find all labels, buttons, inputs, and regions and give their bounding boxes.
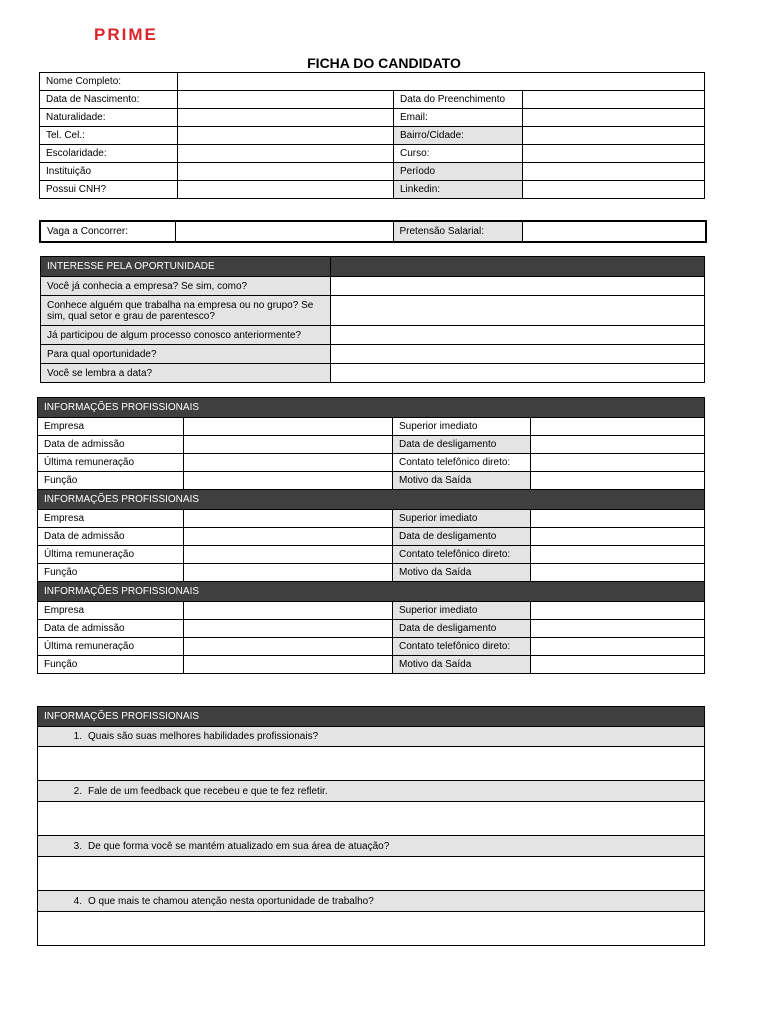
- label-cnh: Possui CNH?: [40, 181, 178, 199]
- table-row: [40, 145, 705, 163]
- interest-question: Já participou de algum processo conosco anteriormente?: [41, 326, 331, 345]
- cnh-field[interactable]: [178, 181, 394, 199]
- question-label: [38, 836, 705, 857]
- phone-field[interactable]: [178, 127, 394, 145]
- question-number: 4.: [73, 895, 82, 907]
- salary-expectation-field[interactable]: [522, 221, 706, 242]
- institution-field[interactable]: [178, 163, 394, 181]
- question-number: 2.: [73, 785, 82, 797]
- table-row: [41, 326, 705, 345]
- company-field[interactable]: [184, 602, 393, 620]
- supervisor-field[interactable]: [531, 418, 705, 436]
- label-direct-phone: Contato telefônico direto:: [393, 546, 531, 564]
- birthplace-field[interactable]: [178, 109, 394, 127]
- termination-date-field[interactable]: [531, 528, 705, 546]
- answer-field[interactable]: [38, 912, 705, 946]
- admission-date-field[interactable]: [184, 528, 393, 546]
- interest-question: Você já conhecia a empresa? Se sim, como?: [41, 277, 331, 296]
- label-birth-date: Data de Nascimento:: [40, 91, 178, 109]
- period-field[interactable]: [523, 163, 705, 181]
- role-field[interactable]: [184, 564, 393, 582]
- professional-info-table: [37, 397, 705, 674]
- table-header: [38, 490, 705, 510]
- full-name-field[interactable]: [178, 73, 705, 91]
- interest-answer-field[interactable]: [331, 296, 705, 326]
- supervisor-field[interactable]: [531, 602, 705, 620]
- question-text: De que forma você se mantém atualizado em sua área de atuação?: [88, 840, 390, 852]
- table-row: [40, 163, 705, 181]
- education-field[interactable]: [178, 145, 394, 163]
- label-role: Função: [38, 656, 184, 674]
- label-role: Função: [38, 472, 184, 490]
- direct-phone-field[interactable]: [531, 546, 705, 564]
- interest-header: INTERESSE PELA OPORTUNIDADE: [41, 257, 331, 277]
- table-row: [41, 345, 705, 364]
- exit-reason-field[interactable]: [531, 472, 705, 490]
- label-supervisor: Superior imediato: [393, 418, 531, 436]
- neighborhood-city-field[interactable]: [523, 127, 705, 145]
- label-last-salary: Última remuneração: [38, 454, 184, 472]
- question-row: [38, 836, 705, 857]
- table-header: [38, 398, 705, 418]
- answer-row: [38, 802, 705, 836]
- direct-phone-field[interactable]: [531, 638, 705, 656]
- table-row: [40, 73, 705, 91]
- label-fill-date: Data do Preenchimento: [394, 91, 523, 109]
- table-row: [38, 454, 705, 472]
- interest-question: Conhece alguém que trabalha na empresa ou no grupo? Se sim, qual setor e grau de parentesco?: [41, 296, 331, 326]
- label-supervisor: Superior imediato: [393, 602, 531, 620]
- fill-date-field[interactable]: [523, 91, 705, 109]
- label-termination-date: Data de desligamento: [393, 620, 531, 638]
- table-row: [38, 638, 705, 656]
- admission-date-field[interactable]: [184, 620, 393, 638]
- label-exit-reason: Motivo da Saída: [393, 656, 531, 674]
- label-exit-reason: Motivo da Saída: [393, 564, 531, 582]
- interest-header-blank: [331, 257, 705, 277]
- table-row: [38, 564, 705, 582]
- label-admission-date: Data de admissão: [38, 436, 184, 454]
- table-header: [38, 707, 705, 727]
- table-row: [40, 91, 705, 109]
- label-last-salary: Última remuneração: [38, 546, 184, 564]
- course-field[interactable]: [523, 145, 705, 163]
- label-admission-date: Data de admissão: [38, 528, 184, 546]
- label-company: Empresa: [38, 418, 184, 436]
- answer-row: [38, 747, 705, 781]
- answer-row: [38, 912, 705, 946]
- termination-date-field[interactable]: [531, 436, 705, 454]
- vacancy-table: [39, 220, 707, 243]
- last-salary-field[interactable]: [184, 546, 393, 564]
- question-text: O que mais te chamou atenção nesta oportunidade de trabalho?: [88, 895, 374, 907]
- table-row: [38, 656, 705, 674]
- interest-table: [40, 256, 705, 383]
- interest-answer-field[interactable]: [331, 345, 705, 364]
- table-row: [41, 296, 705, 326]
- label-vacancy: Vaga a Concorrer:: [40, 221, 175, 242]
- label-direct-phone: Contato telefônico direto:: [393, 454, 531, 472]
- label-linkedin: Linkedin:: [394, 181, 523, 199]
- interest-question: Você se lembra a data?: [41, 364, 331, 383]
- label-education: Escolaridade:: [40, 145, 178, 163]
- answer-field[interactable]: [38, 802, 705, 836]
- table-header: [41, 257, 705, 277]
- question-row: [38, 781, 705, 802]
- supervisor-field[interactable]: [531, 510, 705, 528]
- label-institution: Instituição: [40, 163, 178, 181]
- label-company: Empresa: [38, 510, 184, 528]
- question-text: Fale de um feedback que recebeu e que te fez refletir.: [88, 785, 328, 797]
- question-label: [38, 727, 705, 747]
- exit-reason-field[interactable]: [531, 564, 705, 582]
- question-text: Quais são suas melhores habilidades profissionais?: [88, 731, 319, 742]
- label-salary-expectation: Pretensão Salarial:: [393, 221, 522, 242]
- label-course: Curso:: [394, 145, 523, 163]
- label-phone: Tel. Cel.:: [40, 127, 178, 145]
- label-termination-date: Data de desligamento: [393, 436, 531, 454]
- company-field[interactable]: [184, 418, 393, 436]
- label-role: Função: [38, 564, 184, 582]
- answer-field[interactable]: [38, 857, 705, 891]
- question-label: [38, 781, 705, 802]
- question-label: [38, 891, 705, 912]
- last-salary-field[interactable]: [184, 638, 393, 656]
- question-number: 3.: [73, 840, 82, 852]
- role-field[interactable]: [184, 656, 393, 674]
- professional-header: INFORMAÇÕES PROFISSIONAIS: [38, 490, 705, 510]
- table-row: [38, 510, 705, 528]
- table-row: [38, 602, 705, 620]
- table-row: [38, 620, 705, 638]
- table-row: [41, 364, 705, 383]
- email-field[interactable]: [523, 109, 705, 127]
- skills-header: INFORMAÇÕES PROFISSIONAIS: [38, 707, 705, 727]
- label-birthplace: Naturalidade:: [40, 109, 178, 127]
- interest-question: Para qual oportunidade?: [41, 345, 331, 364]
- table-row: [38, 472, 705, 490]
- prime-logo: [94, 25, 184, 43]
- table-header: [38, 582, 705, 602]
- label-last-salary: Última remuneração: [38, 638, 184, 656]
- form-title: FICHA DO CANDIDATO: [307, 55, 461, 71]
- company-field[interactable]: [184, 510, 393, 528]
- table-row: [38, 436, 705, 454]
- vacancy-field[interactable]: [175, 221, 393, 242]
- last-salary-field[interactable]: [184, 454, 393, 472]
- skills-questions-table: [37, 706, 705, 946]
- label-direct-phone: Contato telefônico direto:: [393, 638, 531, 656]
- interest-answer-field[interactable]: [331, 277, 705, 296]
- termination-date-field[interactable]: [531, 620, 705, 638]
- table-row: [38, 546, 705, 564]
- linkedin-field[interactable]: [523, 181, 705, 199]
- answer-field[interactable]: [38, 747, 705, 781]
- role-field[interactable]: [184, 472, 393, 490]
- label-email: Email:: [394, 109, 523, 127]
- table-row: [38, 418, 705, 436]
- direct-phone-field[interactable]: [531, 454, 705, 472]
- table-row: [40, 181, 705, 199]
- label-company: Empresa: [38, 602, 184, 620]
- label-supervisor: Superior imediato: [393, 510, 531, 528]
- personal-info-table: [39, 72, 705, 199]
- question-row: [38, 727, 705, 747]
- professional-header: INFORMAÇÕES PROFISSIONAIS: [38, 582, 705, 602]
- table-row: [38, 528, 705, 546]
- label-admission-date: Data de admissão: [38, 620, 184, 638]
- answer-row: [38, 857, 705, 891]
- label-exit-reason: Motivo da Saída: [393, 472, 531, 490]
- birth-date-field[interactable]: [178, 91, 394, 109]
- table-row: [40, 221, 706, 242]
- interest-answer-field[interactable]: [331, 364, 705, 383]
- table-row: [40, 109, 705, 127]
- table-row: [40, 127, 705, 145]
- interest-answer-field[interactable]: [331, 326, 705, 345]
- label-neighborhood-city: Bairro/Cidade:: [394, 127, 523, 145]
- professional-header: INFORMAÇÕES PROFISSIONAIS: [38, 398, 705, 418]
- admission-date-field[interactable]: [184, 436, 393, 454]
- label-full-name: Nome Completo:: [40, 73, 178, 91]
- exit-reason-field[interactable]: [531, 656, 705, 674]
- question-row: [38, 891, 705, 912]
- label-termination-date: Data de desligamento: [393, 528, 531, 546]
- label-period: Período: [394, 163, 523, 181]
- question-number: 1.: [73, 731, 82, 742]
- table-row: [41, 277, 705, 296]
- logo-text: PRIME: [94, 25, 158, 43]
